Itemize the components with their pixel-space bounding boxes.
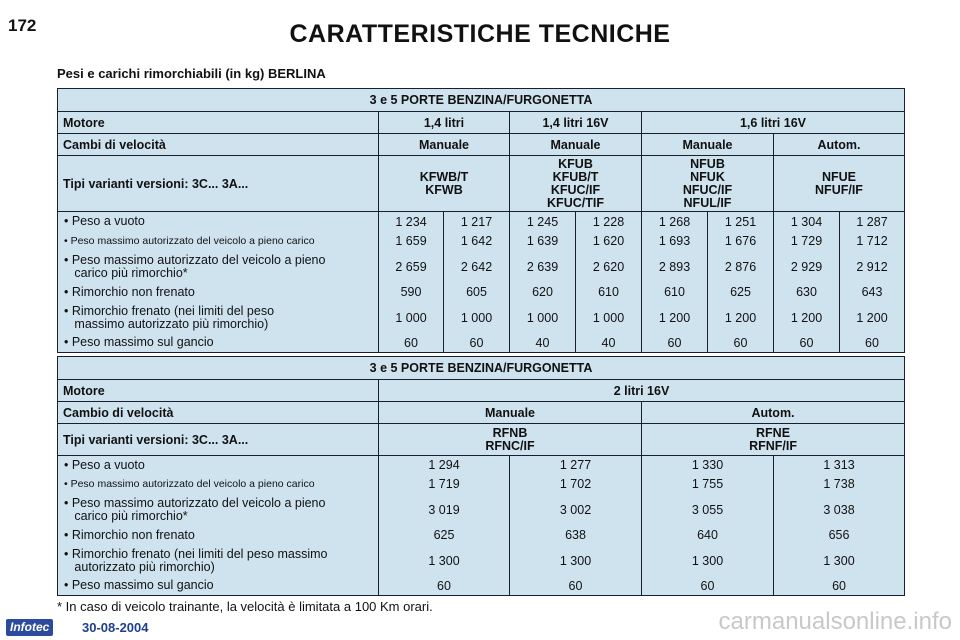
value-cell: 60 bbox=[774, 577, 905, 596]
variant-cell: NFUB NFUK NFUC/IF NFUL/IF bbox=[642, 156, 774, 212]
table-row bbox=[58, 283, 905, 302]
value-cell: 1 251 bbox=[708, 212, 774, 232]
value-cell: 1 300 bbox=[774, 545, 905, 577]
value-cell: 1 277 bbox=[510, 456, 642, 475]
value-cell: 1 245 bbox=[510, 212, 576, 232]
row-label: • Peso massimo autorizzato del veicolo a pieno carico più rimorchio* bbox=[58, 251, 379, 283]
specs-table-1 bbox=[57, 88, 905, 353]
value-cell: 638 bbox=[510, 526, 642, 545]
value-cell: 60 bbox=[840, 334, 905, 353]
value-cell: 60 bbox=[708, 334, 774, 353]
table-row bbox=[58, 334, 905, 353]
row-label: • Rimorchio frenato (nei limiti del peso massimo autorizzato più rimorchio) bbox=[58, 545, 379, 577]
value-cell: 2 642 bbox=[444, 251, 510, 283]
value-cell: 60 bbox=[774, 334, 840, 353]
row-label: • Peso massimo autorizzato del veicolo a pieno carico più rimorchio* bbox=[58, 494, 379, 526]
value-cell: 640 bbox=[642, 526, 774, 545]
row-label: • Peso massimo sul gancio bbox=[58, 577, 379, 596]
value-cell: 60 bbox=[642, 577, 774, 596]
row-label: • Rimorchio frenato (nei limiti del peso massimo autorizzato più rimorchio) bbox=[58, 302, 379, 334]
table-row bbox=[58, 251, 905, 283]
engine-cell: 1,4 litri 16V bbox=[510, 112, 642, 134]
page-title: CARATTERISTICHE TECNICHE bbox=[289, 20, 671, 48]
value-cell: 1 755 bbox=[642, 475, 774, 494]
table-row bbox=[58, 494, 905, 526]
specs-table-2 bbox=[57, 356, 905, 596]
footnote: * In caso di veicolo trainante, la velocità è limitata a 100 Km orari. bbox=[57, 599, 433, 614]
table-row bbox=[58, 545, 905, 577]
table-row bbox=[58, 526, 905, 545]
value-cell: 2 659 bbox=[379, 251, 444, 283]
value-cell: 1 268 bbox=[642, 212, 708, 232]
value-cell: 1 294 bbox=[379, 456, 510, 475]
variant-cell: NFUE NFUF/IF bbox=[774, 156, 905, 212]
value-cell: 1 738 bbox=[774, 475, 905, 494]
value-cell: 2 639 bbox=[510, 251, 576, 283]
footer-date: 30-08-2004 bbox=[82, 620, 149, 635]
value-cell: 2 876 bbox=[708, 251, 774, 283]
engine-cell: 1,4 litri bbox=[379, 112, 510, 134]
value-cell: 1 304 bbox=[774, 212, 840, 232]
value-cell: 2 893 bbox=[642, 251, 708, 283]
row-label: • Peso a vuoto bbox=[58, 212, 379, 232]
gearbox-cell: Manuale bbox=[510, 134, 642, 156]
table-caption: 3 e 5 PORTE BENZINA/FURGONETTA bbox=[58, 357, 905, 380]
value-cell: 1 659 bbox=[379, 232, 444, 251]
gearbox-cell: Manuale bbox=[642, 134, 774, 156]
row-label-tipi: Tipi varianti versioni: 3C... 3A... bbox=[58, 156, 379, 212]
value-cell: 2 620 bbox=[576, 251, 642, 283]
row-label: • Peso a vuoto bbox=[58, 456, 379, 475]
watermark: carmanualsonline.info bbox=[718, 608, 952, 635]
value-cell: 40 bbox=[510, 334, 576, 353]
value-cell: 40 bbox=[576, 334, 642, 353]
value-cell: 1 719 bbox=[379, 475, 510, 494]
table-row bbox=[58, 456, 905, 475]
page-number: 172 bbox=[8, 16, 37, 35]
value-cell: 1 620 bbox=[576, 232, 642, 251]
value-cell: 625 bbox=[708, 283, 774, 302]
row-label: • Rimorchio non frenato bbox=[58, 526, 379, 545]
value-cell: 1 729 bbox=[774, 232, 840, 251]
engine-cell: 1,6 litri 16V bbox=[642, 112, 905, 134]
value-cell: 1 200 bbox=[840, 302, 905, 334]
variant-cell: RFNB RFNC/IF bbox=[379, 424, 642, 456]
table-row bbox=[58, 302, 905, 334]
table-row bbox=[58, 212, 905, 232]
row-label-motore: Motore bbox=[58, 112, 379, 134]
variant-cell: KFWB/T KFWB bbox=[379, 156, 510, 212]
value-cell: 1 228 bbox=[576, 212, 642, 232]
value-cell: 3 019 bbox=[379, 494, 510, 526]
value-cell: 60 bbox=[379, 577, 510, 596]
gearbox-cell: Autom. bbox=[642, 402, 905, 424]
value-cell: 1 300 bbox=[642, 545, 774, 577]
row-label-tipi: Tipi varianti versioni: 3C... 3A... bbox=[58, 424, 379, 456]
value-cell: 1 200 bbox=[774, 302, 840, 334]
table-row bbox=[58, 232, 905, 251]
value-cell: 1 702 bbox=[510, 475, 642, 494]
value-cell: 1 300 bbox=[510, 545, 642, 577]
value-cell: 605 bbox=[444, 283, 510, 302]
infotec-logo: Infotec bbox=[6, 619, 53, 636]
row-label-cambi: Cambi di velocità bbox=[58, 134, 379, 156]
value-cell: 1 000 bbox=[379, 302, 444, 334]
row-label-cambio: Cambio di velocità bbox=[58, 402, 379, 424]
value-cell: 1 000 bbox=[510, 302, 576, 334]
value-cell: 1 676 bbox=[708, 232, 774, 251]
value-cell: 643 bbox=[840, 283, 905, 302]
value-cell: 1 000 bbox=[576, 302, 642, 334]
value-cell: 1 200 bbox=[708, 302, 774, 334]
value-cell: 610 bbox=[642, 283, 708, 302]
gearbox-cell: Manuale bbox=[379, 134, 510, 156]
value-cell: 1 000 bbox=[444, 302, 510, 334]
value-cell: 1 200 bbox=[642, 302, 708, 334]
value-cell: 1 330 bbox=[642, 456, 774, 475]
value-cell: 1 313 bbox=[774, 456, 905, 475]
row-label: • Peso massimo autorizzato del veicolo a pieno carico bbox=[58, 232, 379, 251]
value-cell: 2 912 bbox=[840, 251, 905, 283]
value-cell: 60 bbox=[444, 334, 510, 353]
value-cell: 656 bbox=[774, 526, 905, 545]
value-cell: 60 bbox=[379, 334, 444, 353]
value-cell: 1 217 bbox=[444, 212, 510, 232]
section-subtitle: Pesi e carichi rimorchiabili (in kg) BERLINA bbox=[57, 66, 326, 81]
gearbox-cell: Manuale bbox=[379, 402, 642, 424]
value-cell: 60 bbox=[642, 334, 708, 353]
value-cell: 1 642 bbox=[444, 232, 510, 251]
row-label: • Peso massimo sul gancio bbox=[58, 334, 379, 353]
value-cell: 620 bbox=[510, 283, 576, 302]
row-label: • Rimorchio non frenato bbox=[58, 283, 379, 302]
value-cell: 1 712 bbox=[840, 232, 905, 251]
value-cell: 60 bbox=[510, 577, 642, 596]
row-label-motore: Motore bbox=[58, 380, 379, 402]
gearbox-cell: Autom. bbox=[774, 134, 905, 156]
variant-cell: KFUB KFUB/T KFUC/IF KFUC/TIF bbox=[510, 156, 642, 212]
value-cell: 1 234 bbox=[379, 212, 444, 232]
table-row bbox=[58, 475, 905, 494]
value-cell: 1 287 bbox=[840, 212, 905, 232]
value-cell: 1 693 bbox=[642, 232, 708, 251]
value-cell: 1 300 bbox=[379, 545, 510, 577]
row-label: • Peso massimo autorizzato del veicolo a pieno carico bbox=[58, 475, 379, 494]
variant-cell: RFNE RFNF/IF bbox=[642, 424, 905, 456]
table-row bbox=[58, 577, 905, 596]
value-cell: 3 038 bbox=[774, 494, 905, 526]
value-cell: 630 bbox=[774, 283, 840, 302]
value-cell: 610 bbox=[576, 283, 642, 302]
value-cell: 1 639 bbox=[510, 232, 576, 251]
engine-cell: 2 litri 16V bbox=[379, 380, 905, 402]
value-cell: 625 bbox=[379, 526, 510, 545]
table-caption: 3 e 5 PORTE BENZINA/FURGONETTA bbox=[58, 89, 905, 112]
value-cell: 2 929 bbox=[774, 251, 840, 283]
value-cell: 3 055 bbox=[642, 494, 774, 526]
value-cell: 3 002 bbox=[510, 494, 642, 526]
value-cell: 590 bbox=[379, 283, 444, 302]
